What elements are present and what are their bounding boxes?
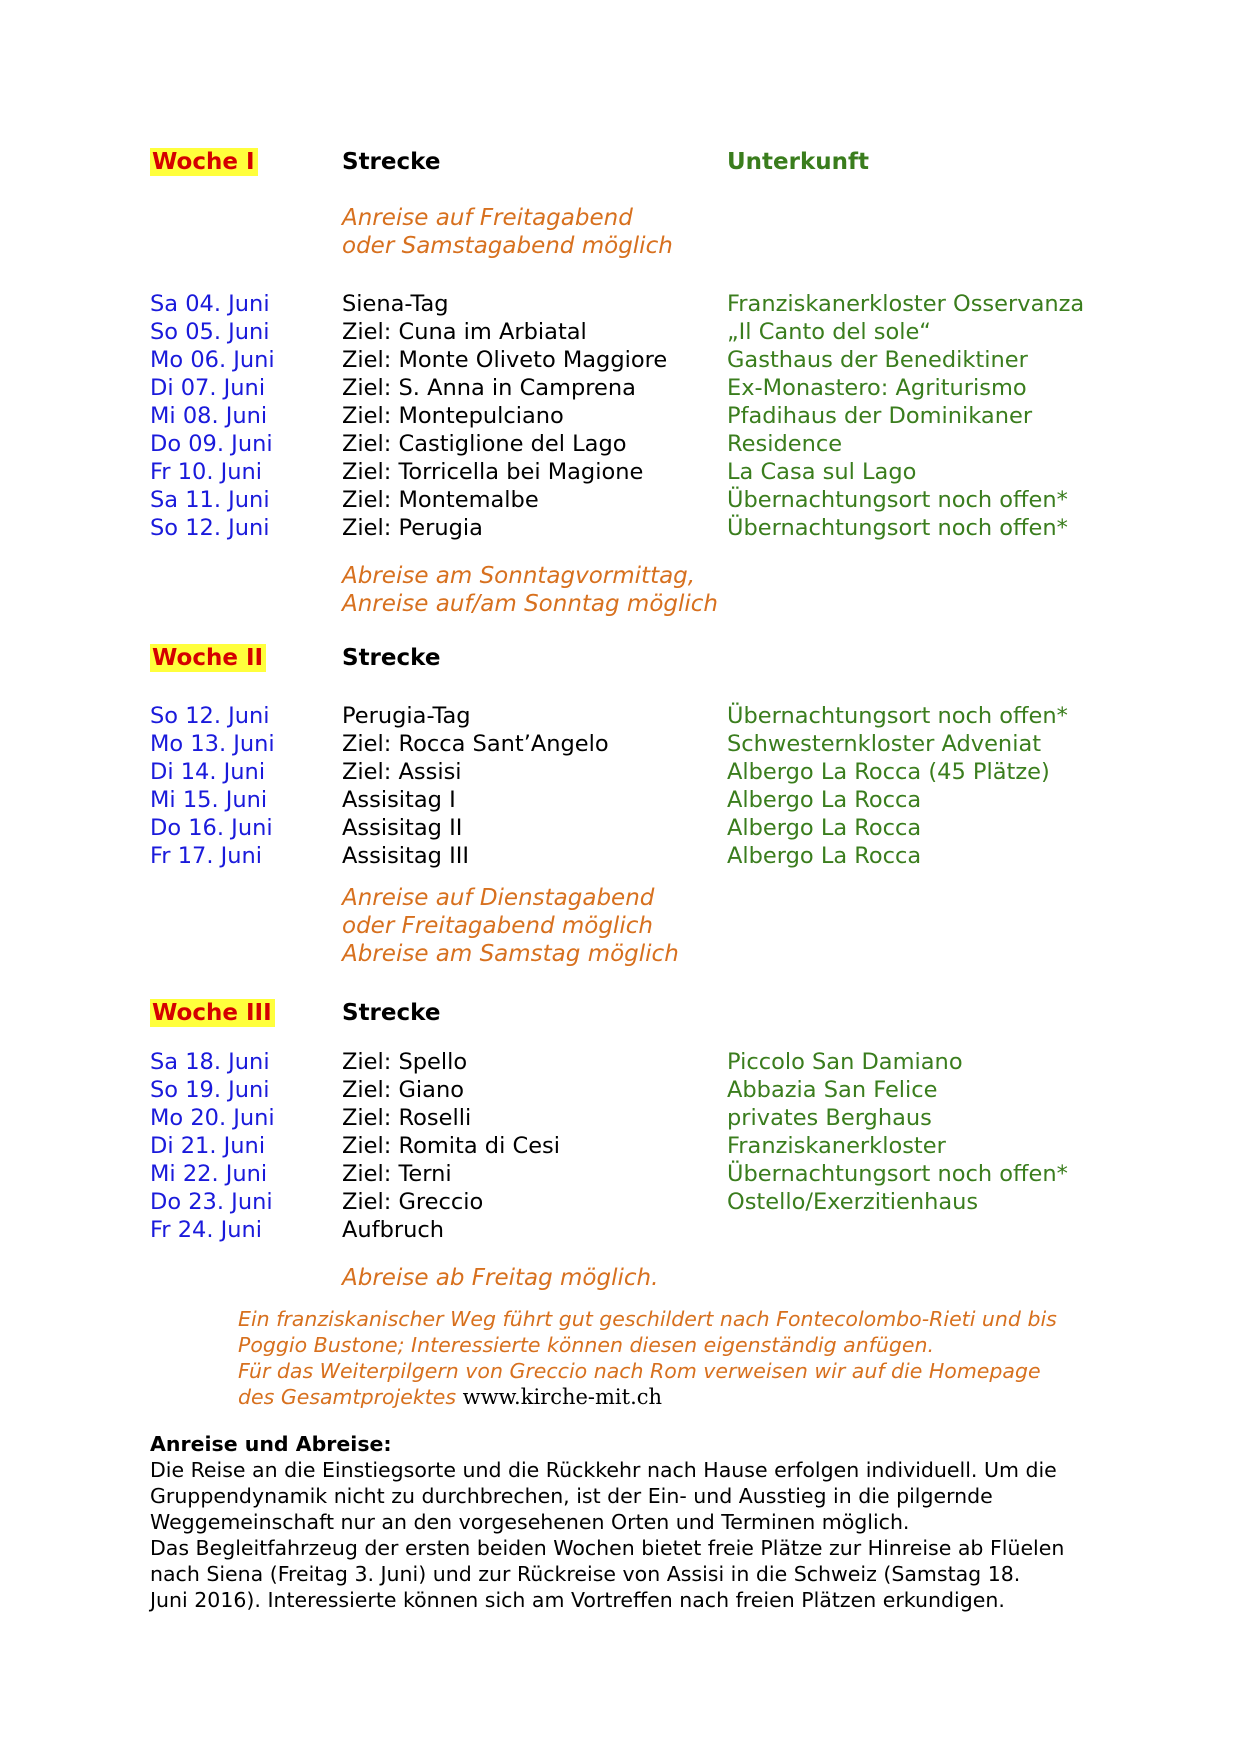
- week2-strecke-header: Strecke: [342, 645, 441, 671]
- schedule-row: [0, 486, 1239, 514]
- week2-note: [342, 884, 679, 968]
- lodging-cell: Franziskanerkloster: [727, 1133, 946, 1159]
- schedule-row: [0, 842, 1239, 870]
- date-cell: Sa 18. Juni: [150, 1049, 270, 1075]
- remark-line: Ein franziskanischer Weg führt gut geschildert nach Fontecolombo-Rieti und bis: [238, 1307, 1057, 1331]
- route-cell: Ziel: Romita di Cesi: [342, 1133, 561, 1159]
- lodging-cell: Albergo La Rocca (45 Plätze): [727, 759, 1050, 785]
- date-cell: Mi 08. Juni: [150, 403, 268, 429]
- schedule-row: [0, 1104, 1239, 1132]
- week3-strecke-header: Strecke: [342, 1000, 441, 1026]
- date-cell: Di 07. Juni: [150, 375, 266, 401]
- date-cell: Sa 11. Juni: [150, 487, 270, 513]
- schedule-row: [0, 318, 1239, 346]
- travel-info: [150, 1431, 1100, 1613]
- schedule-row: [0, 1076, 1239, 1104]
- date-cell: Do 09. Juni: [150, 431, 273, 457]
- schedule-row: [0, 1216, 1239, 1244]
- route-cell: Ziel: Spello: [342, 1049, 468, 1075]
- date-cell: Do 16. Juni: [150, 815, 273, 841]
- schedule-row: [0, 730, 1239, 758]
- route-cell: Aufbruch: [342, 1217, 444, 1243]
- route-cell: Assisitag II: [342, 815, 463, 841]
- date-cell: Mo 20. Juni: [150, 1105, 275, 1131]
- route-cell: Ziel: Rocca Sant’Angelo: [342, 731, 609, 757]
- week3-note: [342, 1264, 658, 1292]
- remark-line: Poggio Bustone; Interessierte können diesen eigenständig anfügen.: [238, 1333, 934, 1357]
- date-cell: Fr 10. Juni: [150, 459, 263, 485]
- lodging-cell: Schwesternkloster Adveniat: [727, 731, 1042, 757]
- lodging-cell: Gasthaus der Benediktiner: [727, 347, 1028, 373]
- schedule-row: [0, 758, 1239, 786]
- date-cell: Di 14. Juni: [150, 759, 266, 785]
- week3-label: Woche III: [150, 999, 275, 1027]
- route-cell: Ziel: Assisi: [342, 759, 462, 785]
- note-line: Abreise ab Freitag möglich.: [342, 1265, 659, 1291]
- info-line: Weggemeinschaft nur an den vorgesehenen Orten und Terminen möglich.: [150, 1510, 910, 1534]
- route-cell: Ziel: Montepulciano: [342, 403, 564, 429]
- schedule-row: [0, 786, 1239, 814]
- note-line: Abreise am Samstag möglich: [342, 941, 679, 967]
- route-cell: Ziel: Torricella bei Magione: [342, 459, 644, 485]
- route-cell: Ziel: Roselli: [342, 1105, 472, 1131]
- note-line: Anreise auf/am Sonntag möglich: [342, 591, 719, 617]
- schedule-row: [0, 1132, 1239, 1160]
- route-cell: Ziel: Terni: [342, 1161, 452, 1187]
- week1-arrival-note: [342, 204, 673, 260]
- date-cell: So 05. Juni: [150, 319, 270, 345]
- info-line: Gruppendynamik nicht zu durchbrechen, ist der Ein- und Ausstieg in die pilgernde: [150, 1484, 993, 1508]
- route-cell: Ziel: Perugia: [342, 515, 483, 541]
- date-cell: So 12. Juni: [150, 515, 270, 541]
- remark-line-with-url: [238, 1384, 1138, 1410]
- route-cell: Assisitag I: [342, 787, 456, 813]
- lodging-cell: La Casa sul Lago: [727, 459, 917, 485]
- week1-schedule: [0, 290, 1239, 542]
- lodging-cell: Ostello/Exerzitienhaus: [727, 1189, 979, 1215]
- lodging-cell: Albergo La Rocca: [727, 843, 922, 869]
- date-cell: Fr 24. Juni: [150, 1217, 263, 1243]
- route-cell: Ziel: Monte Oliveto Maggiore: [342, 347, 668, 373]
- schedule-row: [0, 514, 1239, 542]
- route-cell: Ziel: Montemalbe: [342, 487, 539, 513]
- travel-info-title: Anreise und Abreise:: [150, 1432, 392, 1456]
- lodging-cell: Residence: [727, 431, 843, 457]
- lodging-cell: Übernachtungsort noch offen*: [727, 515, 1068, 541]
- route-cell: Perugia-Tag: [342, 703, 471, 729]
- date-cell: Fr 17. Juni: [150, 843, 263, 869]
- info-line: Das Begleitfahrzeug der ersten beiden Wochen bietet freie Plätze zur Hinreise ab Flüelen: [150, 1536, 1065, 1560]
- homepage-link[interactable]: www.kirche-mit.ch: [462, 1385, 663, 1409]
- route-cell: Ziel: Giano: [342, 1077, 464, 1103]
- schedule-row: [0, 702, 1239, 730]
- info-line: Die Reise an die Einstiegsorte und die Rückkehr nach Hause erfolgen individuell. Um die: [150, 1458, 1057, 1482]
- lodging-cell: Albergo La Rocca: [727, 787, 922, 813]
- date-cell: Sa 04. Juni: [150, 291, 270, 317]
- date-cell: Mi 15. Juni: [150, 787, 268, 813]
- lodging-cell: Übernachtungsort noch offen*: [727, 1161, 1068, 1187]
- week3-header: [0, 999, 1239, 1029]
- route-cell: Assisitag III: [342, 843, 470, 869]
- date-cell: Mi 22. Juni: [150, 1161, 268, 1187]
- lodging-cell: Albergo La Rocca: [727, 815, 922, 841]
- remark-line: des Gesamtprojektes: [238, 1385, 457, 1409]
- route-cell: Ziel: S. Anna in Camprena: [342, 375, 636, 401]
- note-line: oder Samstagabend möglich: [342, 233, 673, 259]
- schedule-row: [0, 1188, 1239, 1216]
- week1-departure-note: [342, 562, 718, 618]
- week2-label: Woche II: [150, 644, 266, 672]
- week2-header: [0, 644, 1239, 674]
- lodging-cell: Übernachtungsort noch offen*: [727, 703, 1068, 729]
- schedule-row: [0, 430, 1239, 458]
- date-cell: Mo 13. Juni: [150, 731, 275, 757]
- info-line: nach Siena (Freitag 3. Juni) und zur Rückreise von Assisi in die Schweiz (Samstag 18.: [150, 1562, 1021, 1586]
- route-cell: Ziel: Cuna im Arbiatal: [342, 319, 587, 345]
- week1-strecke-header: Strecke: [342, 149, 441, 175]
- week3-schedule: [0, 1048, 1239, 1244]
- lodging-cell: Franziskanerkloster Osservanza: [727, 291, 1085, 317]
- route-cell: Ziel: Castiglione del Lago: [342, 431, 627, 457]
- date-cell: So 19. Juni: [150, 1077, 270, 1103]
- schedule-row: [0, 346, 1239, 374]
- schedule-row: [0, 458, 1239, 486]
- note-line: Anreise auf Dienstagabend: [342, 885, 655, 911]
- route-cell: Siena-Tag: [342, 291, 449, 317]
- lodging-cell: privates Berghaus: [727, 1105, 932, 1131]
- lodging-cell: Ex-Monastero: Agriturismo: [727, 375, 1027, 401]
- date-cell: Di 21. Juni: [150, 1133, 266, 1159]
- schedule-row: [0, 814, 1239, 842]
- route-cell: Ziel: Greccio: [342, 1189, 484, 1215]
- schedule-row: [0, 374, 1239, 402]
- schedule-row: [0, 1048, 1239, 1076]
- schedule-row: [0, 290, 1239, 318]
- note-line: Abreise am Sonntagvormittag,: [342, 563, 696, 589]
- remark-line: Für das Weiterpilgern von Greccio nach Rom verweisen wir auf die Homepage: [238, 1359, 1041, 1383]
- lodging-cell: Abbazia San Felice: [727, 1077, 938, 1103]
- week1-unterkunft-header: Unterkunft: [727, 149, 870, 175]
- lodging-cell: Pfadihaus der Dominikaner: [727, 403, 1033, 429]
- extension-remark: [238, 1306, 1138, 1410]
- schedule-row: [0, 1160, 1239, 1188]
- schedule-row: [0, 402, 1239, 430]
- info-line: Juni 2016). Interessierte können sich am Vortreffen nach freien Plätzen erkundigen.: [150, 1588, 1005, 1612]
- lodging-cell: Übernachtungsort noch offen*: [727, 487, 1068, 513]
- week1-label: Woche I: [150, 148, 258, 176]
- date-cell: So 12. Juni: [150, 703, 270, 729]
- note-line: Anreise auf Freitagabend: [342, 205, 633, 231]
- week2-schedule: [0, 702, 1239, 870]
- date-cell: Do 23. Juni: [150, 1189, 273, 1215]
- lodging-cell: „Il Canto del sole“: [727, 319, 931, 345]
- lodging-cell: Piccolo San Damiano: [727, 1049, 963, 1075]
- week1-header: [0, 148, 1239, 178]
- date-cell: Mo 06. Juni: [150, 347, 275, 373]
- note-line: oder Freitagabend möglich: [342, 913, 653, 939]
